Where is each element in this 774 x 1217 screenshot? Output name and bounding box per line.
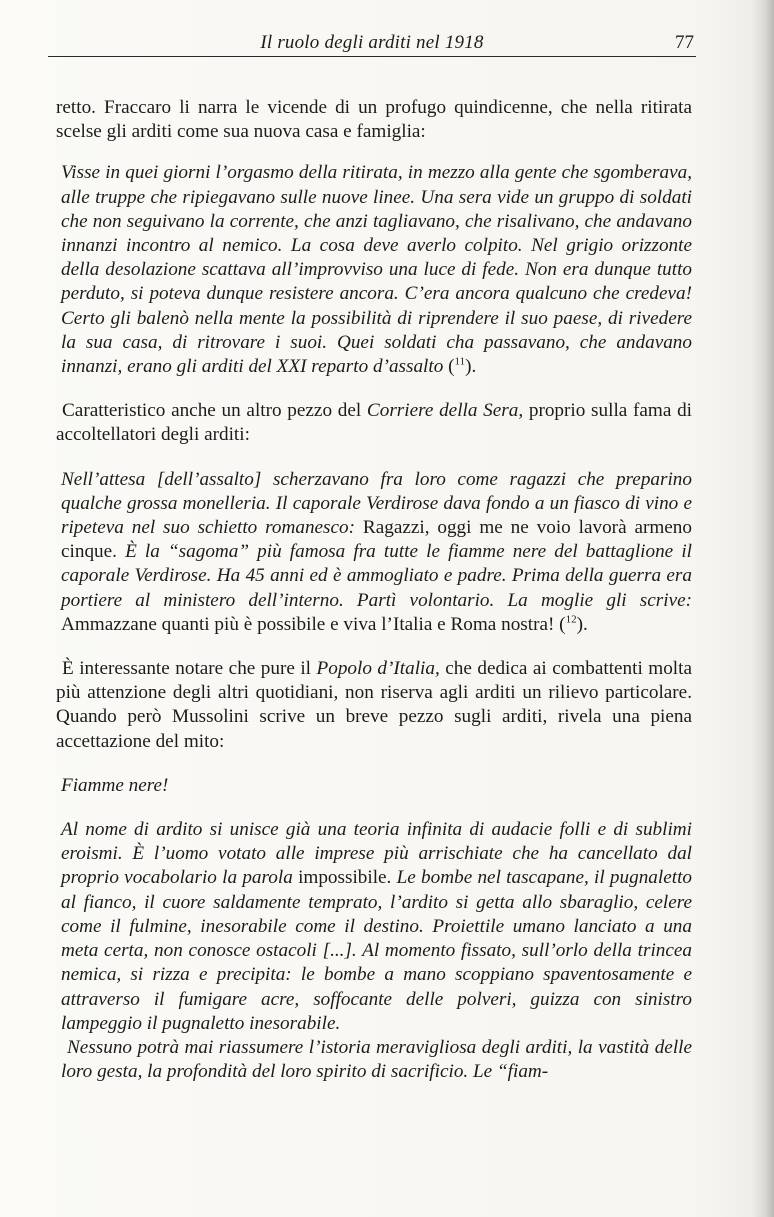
spacer: [56, 448, 692, 468]
quote-text: Visse in quei giorni l’orgasmo della ritirata, in mezzo alla gente che sgomberava, alle truppe che ripiegavano sulle nuove linee. Una sera vide un gruppo di soldati che non seguivano la corrente, che anzi tagliavano, che risalivano, che andavano innanzi incontro al nemico. La cosa deve averlo colpito. Nel grigio orizzonte della desolazione scattava all’improvviso una luce di fede. Non era dunque tutto perduto, si poteva dunque resistere ancora. C’era ancora qualcuno che credeva! Certo gli balenò nella mente la possibilità di riprendere il suo paese, di rivedere la sua casa, di ritrovare i suoi. Quei soldati cha passavano, che andavano innanzi, erano gli arditi del XXI reparto d’assalto: [61, 162, 692, 378]
quote-text: Al nome di ardito si unisce già una teoria infinita di audacie folli e di sublimi eroismi. È l’uomo votato alle imprese più arrischiate che ha cancellato dal proprio vocabolario la parola: [61, 819, 692, 889]
header-rule: [48, 56, 696, 57]
paragraph-text: Caratteristico anche un altro pezzo del: [62, 400, 367, 422]
quote-mussolini: [56, 818, 692, 1036]
paragraph-text: È interessante notare che pure il: [62, 658, 317, 680]
footnote-ref-close: ).: [576, 613, 588, 635]
quote-text: Nell’attesa [dell’assalto] scherzavano fra loro come ragazzi che preparino qualche grossa monelleria. Il caporale Verdirose dava fondo a un fiasco di vino e ripeteva nel suo schietto romanesco:: [61, 468, 692, 539]
spacer: [56, 144, 692, 161]
header-title: Il ruolo degli arditi nel 1918: [260, 32, 484, 53]
paragraph-intro: retto. Fraccaro li narra le vicende di un profugo quindicenne, che nella ritirata scelse gli arditi come sua nuova casa e famiglia:: [56, 97, 692, 143]
quote-text: Le bombe nel tascapane, il pugnaletto al fianco, il cuore saldamente temprato, l’ardito si getta allo sbaraglio, celere come il fulmine, inesorabile come il destino. Proiettile umano lanciato a una meta certa, non conosce ostacoli [...]. Al momento fissato, sull’orlo della trincea nemica, si rizza e precipita: le bombe a mano scoppiano spaventosamente e attraverso il fumigare acre, soffocante delle polveri, guizza con sinistro lampeggio il pugnaletto inesorabile.: [61, 867, 692, 1034]
footnote-ref-11: 11: [454, 355, 466, 368]
page-body: [56, 96, 692, 1084]
spacer: [56, 637, 692, 657]
page-edge-shadow: [752, 0, 774, 1217]
quote-profugo: [56, 161, 692, 379]
paragraph-text: che dedica ai combattenti molta più attenzione degli altri quotidiani, non riserva agli arditi un rilievo particolare. Quando però Mussolini scrive un breve pezzo sugli arditi, rivela una piena accettazione del mito:: [56, 658, 692, 752]
newspaper-title: Corriere della Sera,: [366, 400, 524, 422]
quote-word: impossibile.: [292, 867, 392, 889]
quote-heading: Fiamme nere!: [61, 774, 169, 796]
newspaper-title: Popolo d’Italia,: [316, 658, 440, 680]
spacer: [56, 754, 692, 774]
page-number: 77: [675, 32, 694, 53]
paragraph-corriere: [56, 399, 692, 447]
running-header: [48, 30, 696, 58]
spacer: [56, 798, 692, 818]
footnote-ref-open: (: [448, 356, 455, 378]
quote-text: È la “sagoma” più famosa fra tutte le fiamme nere del battaglione il caporale Verdirose. Ha 45 anni ed è ammogliato e padre. Prima della guerra era portiere al ministero dell’interno. Partì volontario. La moglie gli scrive:: [61, 541, 692, 611]
quote-mussolini-continued: Nessuno potrà mai riassumere l’istoria meravigliosa degli arditi, la vastità delle loro gesta, la profondità del loro spirito di sacrificio. Le “fiam-: [61, 1036, 692, 1083]
spacer: [56, 379, 692, 399]
quote-speech: Ragazzi, oggi me ne voio lavorà armeno cinque.: [61, 517, 692, 563]
quote-verdirose: [56, 468, 692, 637]
footnote-ref-close: ).: [465, 356, 477, 378]
paragraph-text: proprio sulla fama di accoltellatori degli arditi:: [56, 400, 693, 446]
paragraph-popolo: [56, 657, 692, 754]
quote-speech: Ammazzane quanti più è possibile e viva l’Italia e Roma nostra! (: [61, 613, 566, 635]
footnote-ref-12: 12: [565, 613, 577, 626]
